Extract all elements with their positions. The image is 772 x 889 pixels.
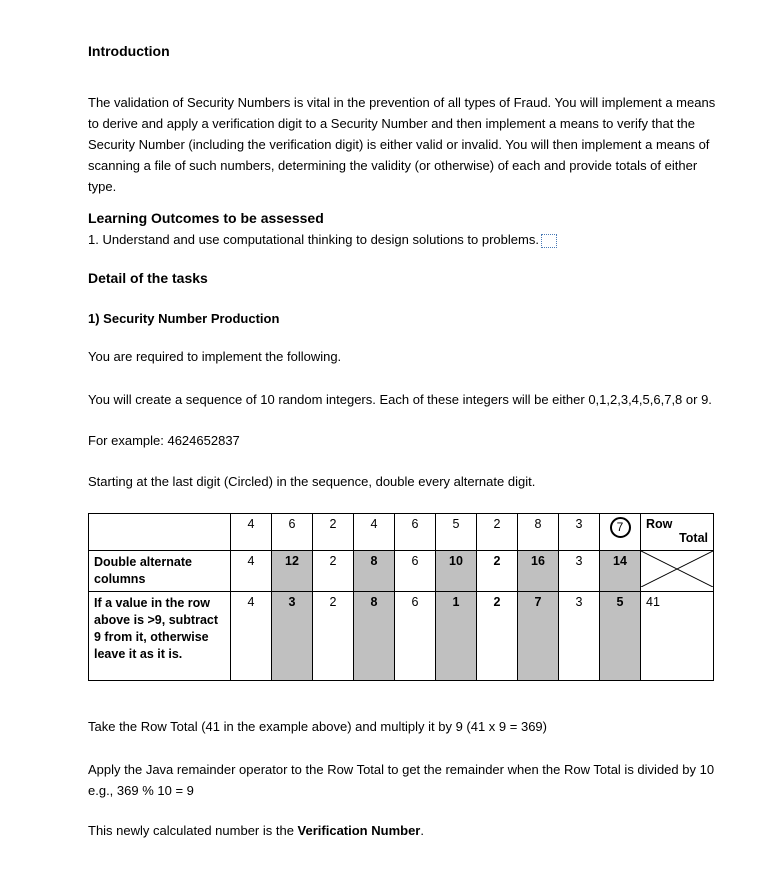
table-row	[89, 514, 714, 551]
intro-heading: Introduction	[88, 43, 170, 59]
paragraph: Apply the Java remainder operator to the Row Total to get the remainder when the Row Total is divided by 10 e.g., 369 % 10 = 9	[88, 762, 715, 798]
table-row	[89, 592, 714, 681]
digit-cell: 5	[436, 514, 477, 551]
task-heading: 1) Security Number Production	[88, 311, 280, 326]
digit-cell	[600, 514, 641, 551]
table-cell: 4	[231, 592, 272, 681]
table-cell: 7	[518, 592, 559, 681]
intro-text: The validation of Security Numbers is vital in the prevention of all types of Fraud. You will implement a means to derive and apply a verification digit to a Security Number and then implement a means to verify that the Security Number (including the verification digit) is either valid or invalid. You will then implement a means of scanning a file of such numbers, determining the validity (or otherwise) of each and provide totals of either type.	[88, 95, 716, 194]
paragraph: For example: 4624652837	[88, 433, 240, 448]
table-cell: 2	[477, 551, 518, 592]
outcome-text: 1. Understand and use computational thinking to design solutions to problems.	[88, 232, 539, 247]
row-total-header: Row Total	[641, 514, 714, 551]
table-cell: 8	[354, 592, 395, 681]
digit-cell: 6	[272, 514, 313, 551]
paragraph: You are required to implement the following.	[88, 349, 342, 364]
table-cell: 2	[313, 551, 354, 592]
table-cell: 12	[272, 551, 313, 592]
paragraph: Take the Row Total (41 in the example above) and multiply it by 9 (41 x 9 = 369)	[88, 719, 547, 734]
table-cell	[89, 514, 231, 551]
digit-cell: 6	[395, 514, 436, 551]
table-cell: 3	[272, 592, 313, 681]
table-cell: 3	[559, 592, 600, 681]
row-label: Double alternate columns	[89, 551, 231, 592]
digit-cell: 2	[477, 514, 518, 551]
circled-digit: 7	[610, 517, 631, 538]
detail-heading: Detail of the tasks	[88, 270, 208, 286]
digit-cell: 2	[313, 514, 354, 551]
table-cell: 2	[477, 592, 518, 681]
table-cell: 6	[395, 551, 436, 592]
placeholder-icon	[541, 234, 557, 248]
table-cell: 8	[354, 551, 395, 592]
table-cell: 10	[436, 551, 477, 592]
crossed-cell	[641, 551, 714, 592]
table-cell: 16	[518, 551, 559, 592]
paragraph: Starting at the last digit (Circled) in the sequence, double every alternate digit.	[88, 474, 536, 489]
row-total-value: 41	[641, 592, 714, 681]
table-cell: 1	[436, 592, 477, 681]
digit-cell: 3	[559, 514, 600, 551]
row-label: If a value in the row above is >9, subtract 9 from it, otherwise leave it as it is.	[89, 592, 231, 681]
digit-cell: 4	[231, 514, 272, 551]
table-cell: 5	[600, 592, 641, 681]
paragraph: You will create a sequence of 10 random integers. Each of these integers will be either 0,1,2,3,4,5,6,7,8 or 9.	[88, 392, 712, 407]
table-cell: 14	[600, 551, 641, 592]
table-cell: 3	[559, 551, 600, 592]
digit-cell: 8	[518, 514, 559, 551]
outcome-item	[88, 229, 557, 250]
digit-cell: 4	[354, 514, 395, 551]
table-row	[89, 551, 714, 592]
table-cell: 6	[395, 592, 436, 681]
example-table	[88, 513, 714, 681]
table-cell: 4	[231, 551, 272, 592]
outcomes-heading: Learning Outcomes to be assessed	[88, 210, 324, 226]
table-cell: 2	[313, 592, 354, 681]
paragraph: This newly calculated number is the Verification Number.	[88, 823, 424, 838]
